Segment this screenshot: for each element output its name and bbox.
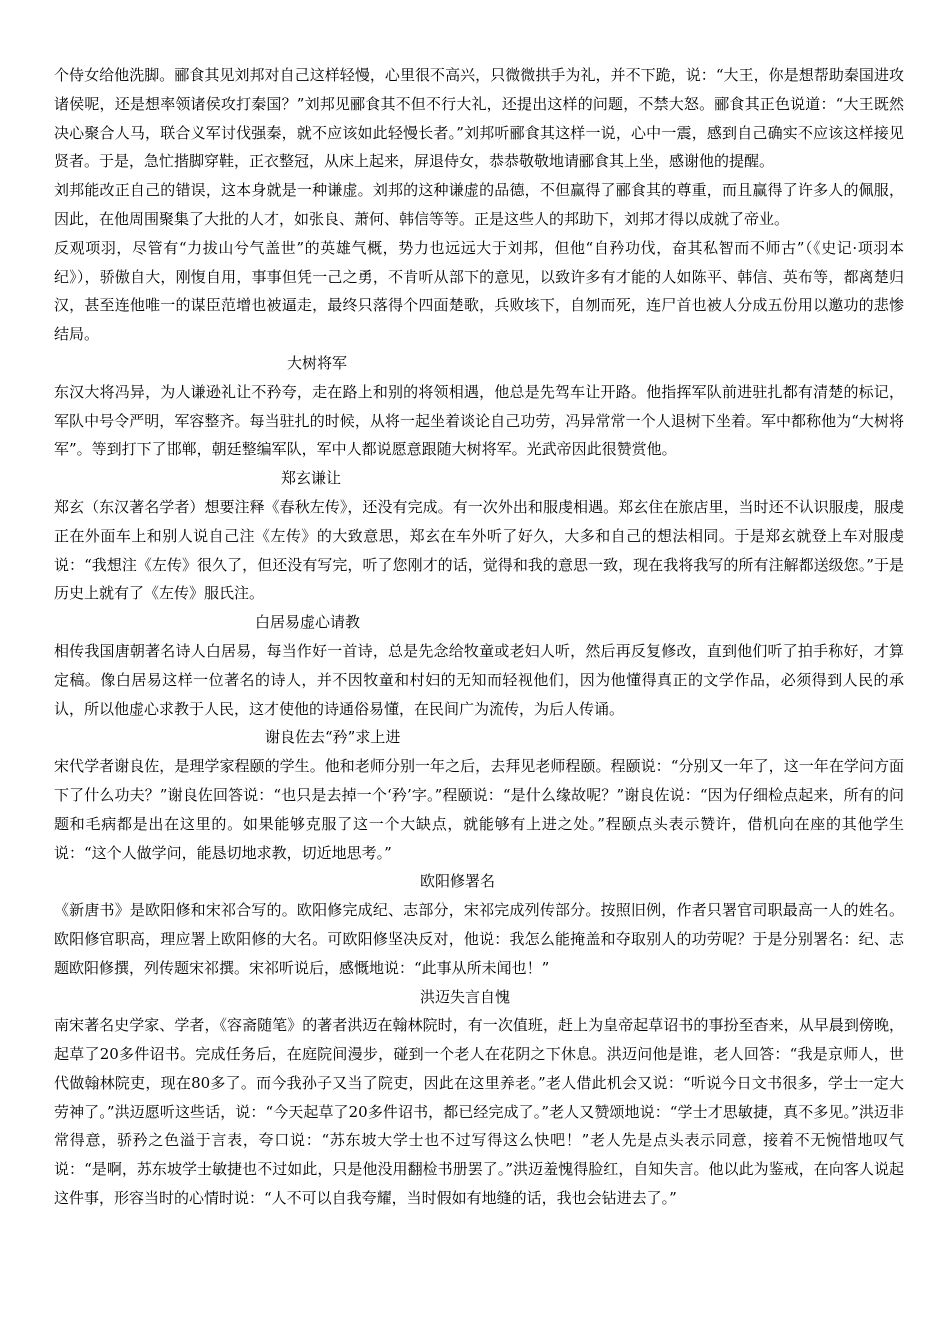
paragraph-liu-bang-modesty: 刘邦能改正自己的错误，这本身就是一种谦虚。刘邦的这种谦虚的品德，不但赢得了郦食其的尊重，而且赢得了许多人的佩服，因此，在他周围聚集了大批的人才，如张良、萧何、韩信等等。正是这些人的邦助下，刘邦才得以成就了帝业。 xyxy=(54,181,904,228)
paragraph-xiang-yu: 反观项羽，尽管有“力拔山兮气盖世”的英雄气概，势力也远远大于刘邦，但他“自矜功伐，奋其私智而不师古”（《史记·项羽本纪》），骄傲自大，刚愎自用，事事但凭一己之勇，不肯听从部下的意见，以致许多有才能的人如陈平、韩信、英布等，都离楚归汉，甚至连他唯一的谋臣范增也被逼走，最终只落得个四面楚歌，兵败垓下，自刎而死，连尸首也被人分成五份用以邀功的悲惨结局。 xyxy=(54,238,904,344)
section-body-ouyang-xiu: 《新唐书》是欧阳修和宋祁合写的。欧阳修完成纪、志部分，宋祁完成列传部分。按照旧例，作者只署官司职最高一人的姓名。欧阳修官职高，理应署上欧阳修的大名。可欧阳修坚决反对，他说：我怎么能掩盖和夺取别人的功劳呢？于是分别署名：纪、志题欧阳修撰，列传题宋祁撰。宋祁听说后，感慨地说：“此事从所未闻也！” xyxy=(54,901,904,977)
section-title-hong-mai: 洪迈失言自愧 xyxy=(420,987,511,1006)
section-body-big-tree-general: 东汉大将冯异，为人谦逊礼让不矜夸，走在路上和别的将领相遇，他总是先驾车让开路。他指挥军队前进驻扎都有清楚的标记，军队中号令严明，军容整齐。每当驻扎的时候，从将一起坐着谈论自己功劳，冯异常常一个人退树下坐着。军中都称他为“大树将军”。等到打下了邯郸，朝廷整编军队，军中人都说愿意跟随大树将军。光武帝因此很赞赏他。 xyxy=(54,382,904,459)
section-title-bai-juyi: 白居易虚心请教 xyxy=(255,613,361,632)
paragraph-lu-yi-ji: 个侍女给他洗脚。郦食其见刘邦对自己这样轻慢，心里很不高兴，只微微拱手为礼，并不下跪，说：“大王，你是想帮助秦国进攻诸侯呢，还是想率领诸侯攻打秦国？”刘邦见郦食其不但不行大礼，还提出这样的问题，不禁大怒。郦食其正色说道：“大王既然决心聚合人马，联合义军讨伐强秦，就不应该如此轻慢长者。”刘邦听郦食其这样一说，心中一震，感到自己确实不应该这样接见贤者。于是，急忙揩脚穿鞋，正衣整冠，从床上起来，屏退侍女，恭恭敬敬地请郦食其上坐，感谢他的提醒。 xyxy=(54,66,904,171)
section-title-big-tree-general: 大树将军 xyxy=(287,353,348,372)
section-body-zheng-xuan: 郑玄（东汉著名学者）想要注释《春秋左传》，还没有完成。有一次外出和服虔相遇。郑玄住在旅店里，当时还不认识服虔，服虔正在外面车上和别人说自己注《左传》的大致意思，郑玄在车外听了好久，大多和自己的想法相同。于是郑玄就登上车对服虔说：“我想注《左传》很久了，但还没有写完，听了您刚才的话，觉得和我的意思一致，现在我将我写的所有注解都送级您。”于是历史上就有了《左传》服氏注。 xyxy=(54,497,904,603)
section-title-ouyang-xiu: 欧阳修署名 xyxy=(420,872,496,891)
section-body-xie-liangzuo: 宋代学者谢良佐，是理学家程颐的学生。他和老师分别一年之后，去拜见老师程颐。程颐说：“分别又一年了，这一年在学问方面下了什么功夫？”谢良佐回答说：“也只是去掉一个‘矜’字。”程颐说：“是什么缘故呢？”谢良佐说：“因为仔细检点起来，所有的问题和毛病都是出在这里的。如果能够克服了这一个大缺点，就能够有上进之处。”程颐点头表示赞许，借机向在座的其他学生说：“这个人做学问，能恳切地求教，切近地思考。” xyxy=(54,757,904,862)
section-title-xie-liangzuo: 谢良佐去“矜”求上进 xyxy=(265,728,401,747)
section-body-bai-juyi: 相传我国唐朝著名诗人白居易，每当作好一首诗，总是先念给牧童或老妇人听，然后再反复修改，直到他们听了拍手称好，才算定稿。像白居易这样一位著名的诗人，并不因牧童和村妇的无知而轻视他们，因为他懂得真正的文学作品，必须得到人民的承认，所以他虚心求教于人民，这才使他的诗通俗易懂，在民间广为流传，为后人传诵。 xyxy=(54,641,904,718)
section-body-hong-mai: 南宋著名史学家、学者，《容斋随笔》的著者洪迈在翰林院时，有一次值班，赶上为皇帝起草诏书的事扮至杳来，从早晨到傍晚，起草了20多件诏书。完成任务后，在庭院间漫步，碰到一个老人在花阴之下休息。洪迈问他是谁，老人回答：“我是京师人，世代做翰林院吏，现在80多了。而今我孙子又当了院吏，因此在这里养老。”老人借此机会又说：“听说今日文书很多，学士一定大劳神了。”洪迈愿听这些话，说：“今天起草了20多件诏书，都已经完成了。”老人又赞颂地说：“学士才思敏捷，真不多见。”洪迈非常得意，骄矜之色溢于言表，夸口说：“苏东坡大学士也不过写得这么快吧！”老人先是点头表示同意，接着不无惋惜地叹气说：“是啊，苏东坡学士敏捷也不过如此，只是他没用翻检书册罢了。”洪迈羞愧得脸红，自知失言。他以此为鉴戒，在向客人说起这件事，形容当时的心情时说：“人不可以自我夸耀，当时假如有地缝的话，我也会钻进去了。” xyxy=(54,1016,904,1208)
section-title-zheng-xuan: 郑玄谦让 xyxy=(281,469,342,488)
